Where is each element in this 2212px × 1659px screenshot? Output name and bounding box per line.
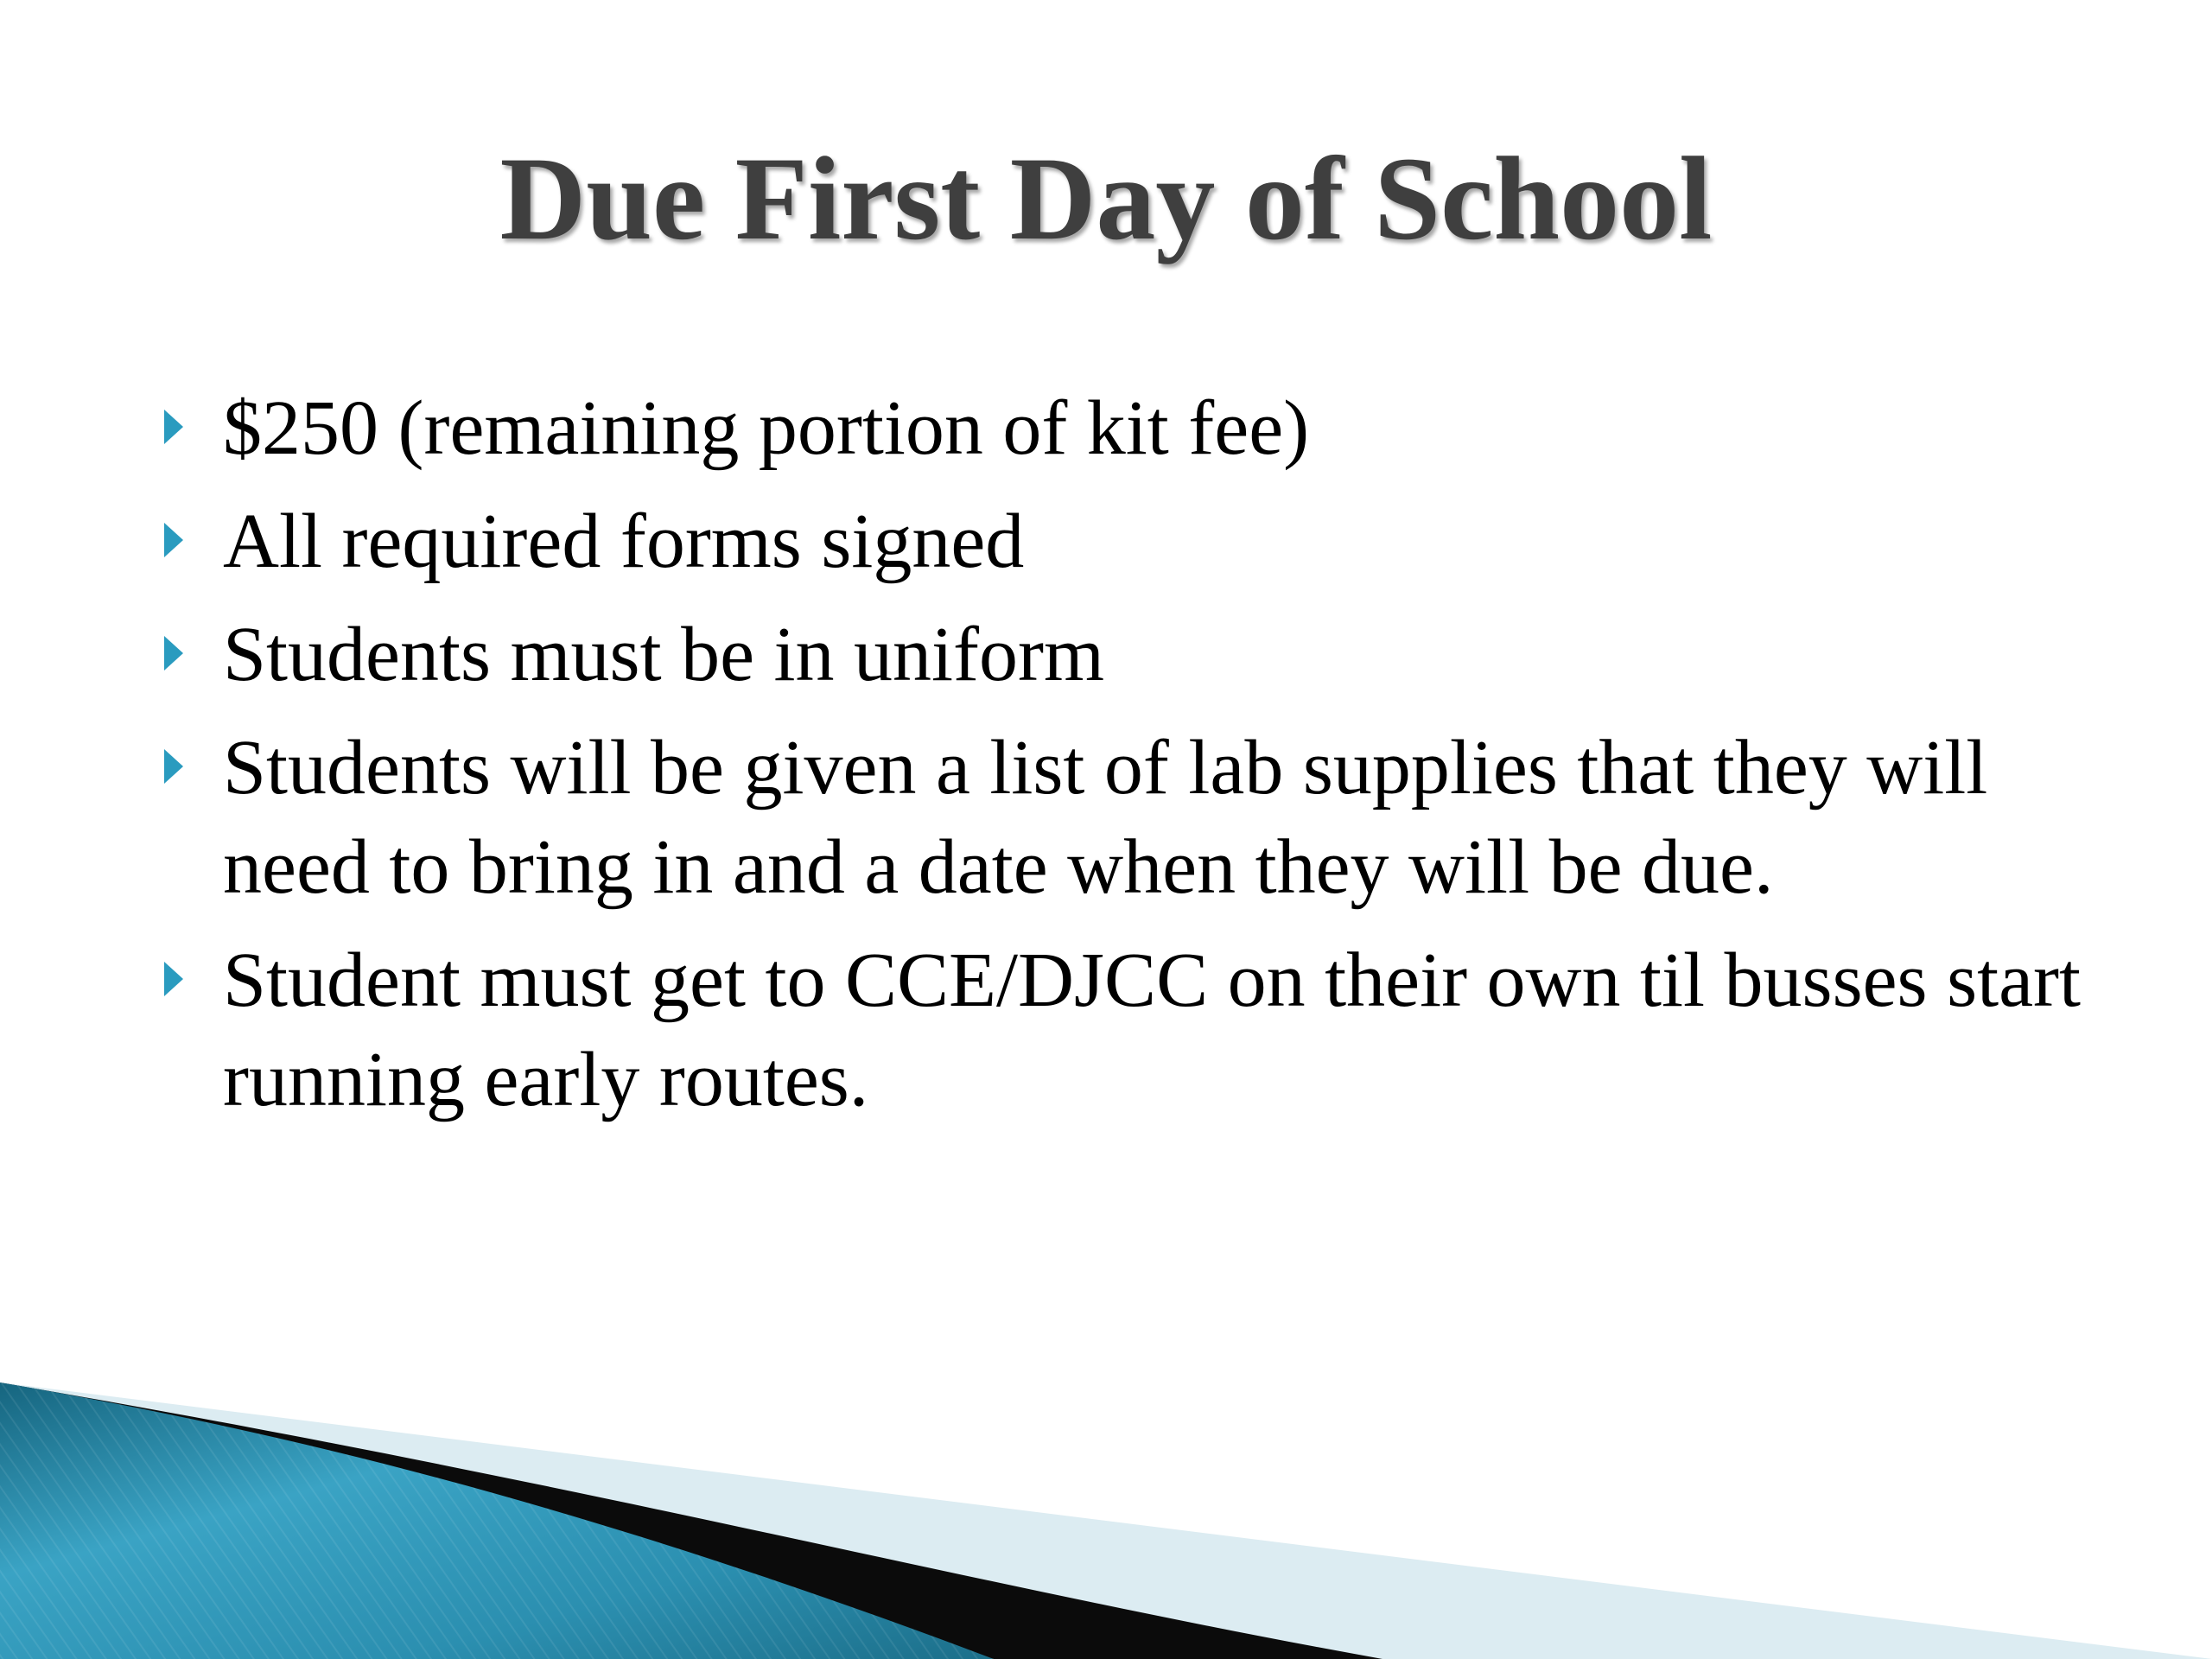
bullet-text: All required forms signed bbox=[223, 499, 1025, 584]
list-item bbox=[223, 931, 2107, 1129]
slide-title: Due First Day of School bbox=[499, 132, 1713, 264]
triangle-right-icon bbox=[164, 749, 183, 784]
bullet-text: $250 (remaining portion of kit fee) bbox=[223, 385, 1310, 471]
triangle-right-icon bbox=[164, 962, 183, 996]
bullet-text: Students will be given a list of lab supplies that they will need to bring in and a date when they will be due. bbox=[223, 725, 1988, 910]
list-item bbox=[223, 492, 2107, 591]
bullet-text: Students must be in uniform bbox=[223, 612, 1104, 697]
list-item bbox=[223, 378, 2107, 478]
bullet-list bbox=[0, 378, 2212, 1143]
triangle-right-icon bbox=[164, 636, 183, 671]
list-item bbox=[223, 718, 2107, 917]
triangle-right-icon bbox=[164, 410, 183, 444]
list-item bbox=[223, 605, 2107, 704]
triangle-right-icon bbox=[164, 523, 183, 557]
bullet-text: Student must get to CCE/DJCC on their own til busses start running early routes. bbox=[223, 938, 2082, 1122]
footer-wave-decoration bbox=[0, 1382, 2212, 1659]
